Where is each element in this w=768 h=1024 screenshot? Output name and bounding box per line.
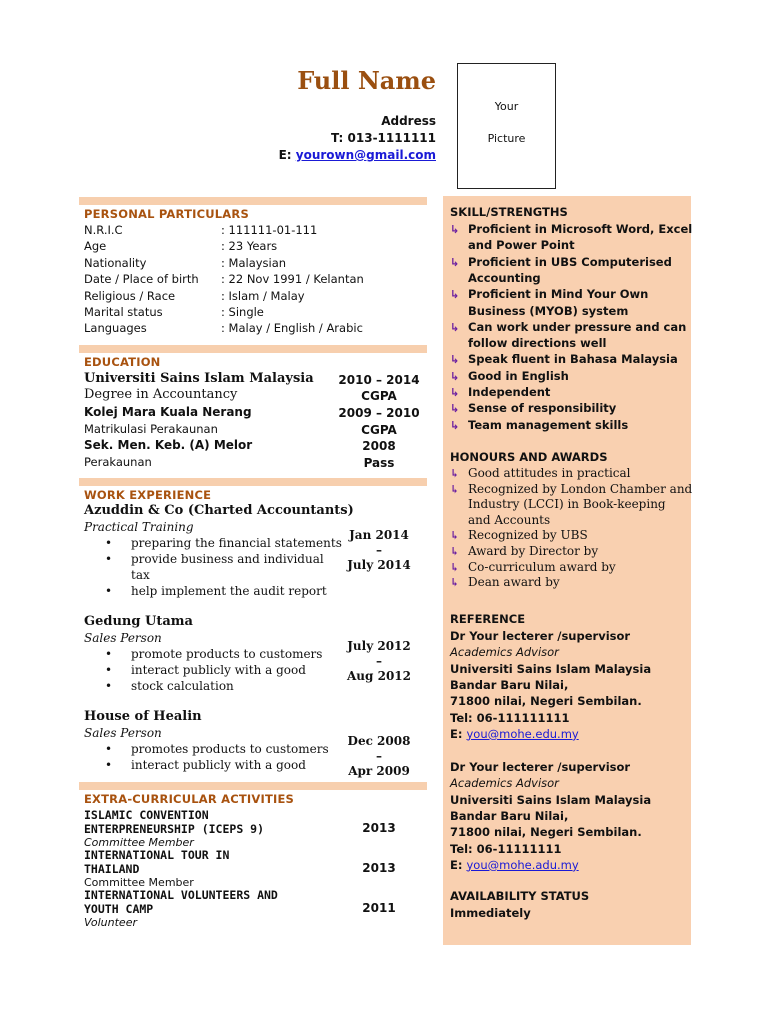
- section-bar-work: [79, 478, 427, 486]
- personal-key: Religious / Race: [84, 288, 176, 303]
- personal-key: Marital status: [84, 305, 163, 319]
- job-role: Practical Training: [84, 520, 194, 534]
- job-date-to: July 2014: [347, 558, 411, 572]
- skills-item-text: Independent: [468, 385, 551, 399]
- reference-addr1: Bandar Baru Nilai,: [450, 677, 569, 692]
- job-date-from: Jan 2014: [349, 528, 409, 542]
- personal-row: [84, 238, 278, 254]
- job-date-to: Aug 2012: [346, 669, 411, 683]
- skills-item: [450, 384, 550, 401]
- honours-item: [450, 497, 666, 513]
- job-role: Sales Person: [84, 726, 162, 740]
- personal-value: : 111111-01-111: [221, 223, 318, 237]
- reference-email-label: E:: [450, 726, 463, 741]
- skills-item-text: Proficient in Mind Your Own: [468, 287, 649, 302]
- job-bullet-text: promote products to customers: [131, 647, 323, 661]
- picture-text-2: Picture: [487, 132, 526, 145]
- skills-item-text: Business (MYOB) system: [468, 303, 629, 318]
- reference-email-link[interactable]: you@mohe.adu.my: [466, 857, 579, 872]
- picture-text-1: Your: [494, 100, 519, 113]
- honours-item-text: Recognized by London Chamber and: [468, 481, 693, 496]
- section-title-education: EDUCATION: [84, 355, 161, 369]
- arrow-bullet-icon: ↳: [450, 482, 460, 496]
- job-bullet: [105, 567, 150, 583]
- activity-year: 2013: [362, 861, 396, 875]
- section-title-work: WORK EXPERIENCE: [84, 488, 212, 502]
- bullet-dot-icon: •: [105, 584, 113, 598]
- arrow-bullet-icon: ↳: [450, 369, 460, 383]
- job-company: House of Healin: [84, 709, 202, 724]
- personal-row: [84, 288, 305, 304]
- job-date-from: July 2012: [347, 639, 411, 653]
- skills-item-text: follow directions well: [468, 336, 607, 351]
- skills-item: [450, 286, 648, 303]
- job-date-dash: –: [376, 543, 382, 557]
- education-name: Matrikulasi Perakaunan: [84, 422, 218, 436]
- section-title-skills: SKILL/STRENGTHS: [450, 205, 568, 219]
- bullet-dot-icon: •: [105, 679, 113, 693]
- education-value: 2009 – 2010: [338, 406, 420, 420]
- education-name: Kolej Mara Kuala Nerang: [84, 405, 252, 419]
- arrow-bullet-icon: ↳: [450, 418, 460, 432]
- job-role: Sales Person: [84, 631, 162, 645]
- honours-item-text: and Accounts: [468, 512, 551, 527]
- reference-addr2: 71800 nilai, Negeri Sembilan.: [450, 825, 642, 840]
- arrow-bullet-icon: ↳: [450, 320, 460, 334]
- reference-name: Dr Your lecterer /supervisor: [450, 629, 631, 643]
- honours-item-text: Award by Director by: [468, 544, 599, 558]
- job-bullet: [105, 535, 342, 551]
- education-name: Universiti Sains Islam Malaysia: [84, 371, 314, 386]
- job-bullet-text: help implement the audit report: [131, 584, 327, 598]
- section-title-extra: EXTRA-CURRICULAR ACTIVITIES: [84, 792, 295, 806]
- skills-item: [450, 400, 616, 417]
- skills-item: [450, 351, 678, 368]
- reference-org: Universiti Sains Islam Malaysia: [450, 661, 652, 676]
- skills-item: [450, 417, 628, 434]
- education-name: Degree in Accountancy: [84, 387, 238, 402]
- skills-item-text: Good in English: [468, 368, 569, 383]
- personal-value: : Islam / Malay: [221, 288, 305, 303]
- activity-year: 2011: [362, 901, 396, 915]
- honours-item-text: Recognized by UBS: [468, 528, 588, 543]
- job-date-dash: –: [376, 654, 382, 668]
- bullet-dot-icon: •: [105, 742, 113, 756]
- job-bullet: [105, 551, 324, 567]
- activity-line1: INTERNATIONAL VOLUNTEERS AND: [84, 888, 278, 902]
- personal-key: Languages: [84, 321, 147, 336]
- arrow-bullet-icon: ↳: [450, 288, 460, 302]
- honours-item-text: Good attitudes in practical: [468, 466, 631, 480]
- skills-item-text: Team management skills: [468, 417, 629, 432]
- arrow-bullet-icon: ↳: [450, 560, 460, 574]
- job-company: Azuddin & Co (Charted Accountants): [84, 503, 354, 518]
- job-bullet-text: stock calculation: [131, 679, 234, 693]
- personal-row: [84, 271, 364, 287]
- arrow-bullet-icon: ↳: [450, 223, 460, 236]
- skills-item-text: and Power Point: [468, 238, 575, 253]
- personal-key: N.R.I.C: [84, 223, 123, 237]
- section-title-personal: PERSONAL PARTICULARS: [84, 207, 249, 221]
- reference-tel: Tel: 06-11111111: [450, 841, 562, 856]
- personal-value: : 22 Nov 1991 / Kelantan: [221, 272, 364, 287]
- personal-key: Nationality: [84, 255, 147, 270]
- arrow-bullet-icon: ↳: [450, 386, 460, 399]
- education-value: 2008: [362, 439, 396, 453]
- skills-item: [450, 221, 692, 238]
- education-name: Perakaunan: [84, 455, 152, 469]
- section-bar-personal: [79, 197, 427, 205]
- job-bullet: [105, 583, 327, 599]
- section-title-availability: AVAILABILITY STATUS: [450, 889, 590, 903]
- skills-item-text: Accounting: [468, 270, 541, 285]
- personal-key: Age: [84, 239, 107, 254]
- education-value: 2010 – 2014: [338, 373, 420, 387]
- activity-line2: ENTERPRENEURSHIP (ICEPS 9): [84, 822, 265, 836]
- honours-item: [450, 575, 560, 591]
- job-bullet: [105, 646, 322, 662]
- honours-item: [450, 560, 616, 576]
- arrow-bullet-icon: ↳: [450, 545, 460, 558]
- skills-item: [450, 319, 686, 336]
- job-bullet: [105, 757, 306, 773]
- honours-item: [450, 513, 550, 529]
- section-bar-education: [79, 345, 427, 353]
- activity-line2: THAILAND: [84, 862, 140, 876]
- honours-item: [450, 528, 588, 544]
- job-bullet-text: interact publicly with a good: [131, 663, 306, 677]
- skills-item: [450, 270, 541, 286]
- reference-role: Academics Advisor: [450, 776, 559, 791]
- phone: T: 013-1111111: [331, 131, 436, 145]
- skills-item-text: Proficient in Microsoft Word, Excel: [468, 222, 693, 236]
- honours-item: [450, 544, 598, 560]
- job-bullet-text: interact publicly with a good: [131, 758, 306, 772]
- section-bar-extra: [79, 782, 427, 790]
- email-line: [279, 148, 436, 162]
- personal-row: [84, 304, 264, 320]
- reference-org: Universiti Sains Islam Malaysia: [450, 792, 652, 807]
- bullet-dot-icon: •: [105, 663, 113, 677]
- reference-email-line: [450, 857, 579, 873]
- job-bullet-text: tax: [131, 568, 150, 582]
- reference-email-line: [450, 726, 579, 742]
- education-value: CGPA: [361, 389, 397, 403]
- personal-row: [84, 255, 287, 271]
- education-value: CGPA: [361, 423, 397, 437]
- job-bullet-text: promotes products to customers: [131, 742, 329, 756]
- activity-role: Committee Member: [84, 876, 194, 889]
- arrow-bullet-icon: ↳: [450, 402, 460, 416]
- personal-row: [84, 320, 363, 336]
- bullet-dot-icon: •: [105, 647, 113, 661]
- job-company: Gedung Utama: [84, 614, 193, 629]
- skills-item: [450, 237, 575, 253]
- personal-row: [84, 222, 318, 238]
- job-date-from: Dec 2008: [347, 734, 411, 748]
- skills-item: [450, 303, 628, 319]
- personal-value: : Malay / English / Arabic: [221, 321, 363, 336]
- activity-role: Volunteer: [84, 916, 137, 929]
- job-date-to: Apr 2009: [348, 764, 410, 778]
- email-link[interactable]: yourown@gmail.com: [295, 148, 436, 162]
- skills-item-text: Proficient in UBS Computerised: [468, 254, 672, 269]
- bullet-dot-icon: •: [105, 552, 113, 566]
- personal-value: : 23 Years: [221, 239, 278, 254]
- honours-item-text: Dean award by: [468, 575, 560, 590]
- section-title-reference: REFERENCE: [450, 612, 526, 626]
- reference-email-label: E:: [450, 857, 463, 872]
- email-label: E:: [278, 148, 292, 162]
- arrow-bullet-icon: ↳: [450, 255, 460, 269]
- job-bullet-text: preparing the financial statements: [131, 536, 342, 550]
- skills-item-text: Can work under pressure and can: [468, 319, 687, 334]
- reference-email-link[interactable]: you@mohe.edu.my: [466, 726, 579, 741]
- skills-item: [450, 335, 606, 351]
- skills-item-text: Sense of responsibility: [468, 401, 617, 416]
- activity-year: 2013: [362, 821, 396, 835]
- section-title-honours: HONOURS AND AWARDS: [450, 450, 608, 464]
- personal-key: Date / Place of birth: [84, 272, 199, 287]
- reference-tel: Tel: 06-111111111: [450, 710, 570, 725]
- honours-item: [450, 482, 692, 498]
- personal-value: : Single: [221, 305, 264, 319]
- job-date-dash: –: [376, 749, 382, 763]
- bullet-dot-icon: •: [105, 536, 113, 550]
- skills-item-text: Speak fluent in Bahasa Malaysia: [468, 352, 678, 367]
- arrow-bullet-icon: ↳: [450, 353, 460, 367]
- education-value: Pass: [363, 456, 395, 470]
- full-name: Full Name: [297, 66, 436, 95]
- reference-role: Academics Advisor: [450, 645, 559, 660]
- address: Address: [381, 114, 436, 128]
- activity-line2: YOUTH CAMP: [84, 902, 154, 916]
- personal-value: : Malaysian: [221, 255, 287, 270]
- honours-item-text: Industry (LCCI) in Book-keeping: [468, 497, 666, 512]
- education-name: Sek. Men. Keb. (A) Melor: [84, 438, 253, 452]
- job-bullet-text: provide business and individual: [131, 552, 324, 566]
- reference-addr1: Bandar Baru Nilai,: [450, 808, 569, 823]
- availability-value: Immediately: [450, 906, 531, 920]
- honours-item-text: Co-curriculum award by: [468, 559, 616, 574]
- bullet-dot-icon: •: [105, 758, 113, 772]
- activity-role: Committee Member: [84, 836, 194, 849]
- job-bullet: [105, 662, 306, 678]
- reference-name: Dr Your lecterer /supervisor: [450, 760, 631, 774]
- job-bullet: [105, 678, 234, 694]
- activity-line1: ISLAMIC CONVENTION: [84, 808, 209, 822]
- activity-line1: INTERNATIONAL TOUR IN: [84, 848, 230, 862]
- job-bullet: [105, 741, 329, 757]
- picture-placeholder: [457, 63, 556, 189]
- honours-item: [450, 466, 631, 482]
- skills-item: [450, 368, 569, 385]
- arrow-bullet-icon: ↳: [450, 576, 460, 590]
- reference-addr2: 71800 nilai, Negeri Sembilan.: [450, 694, 642, 709]
- arrow-bullet-icon: ↳: [450, 529, 460, 543]
- arrow-bullet-icon: ↳: [450, 467, 460, 480]
- skills-item: [450, 254, 672, 271]
